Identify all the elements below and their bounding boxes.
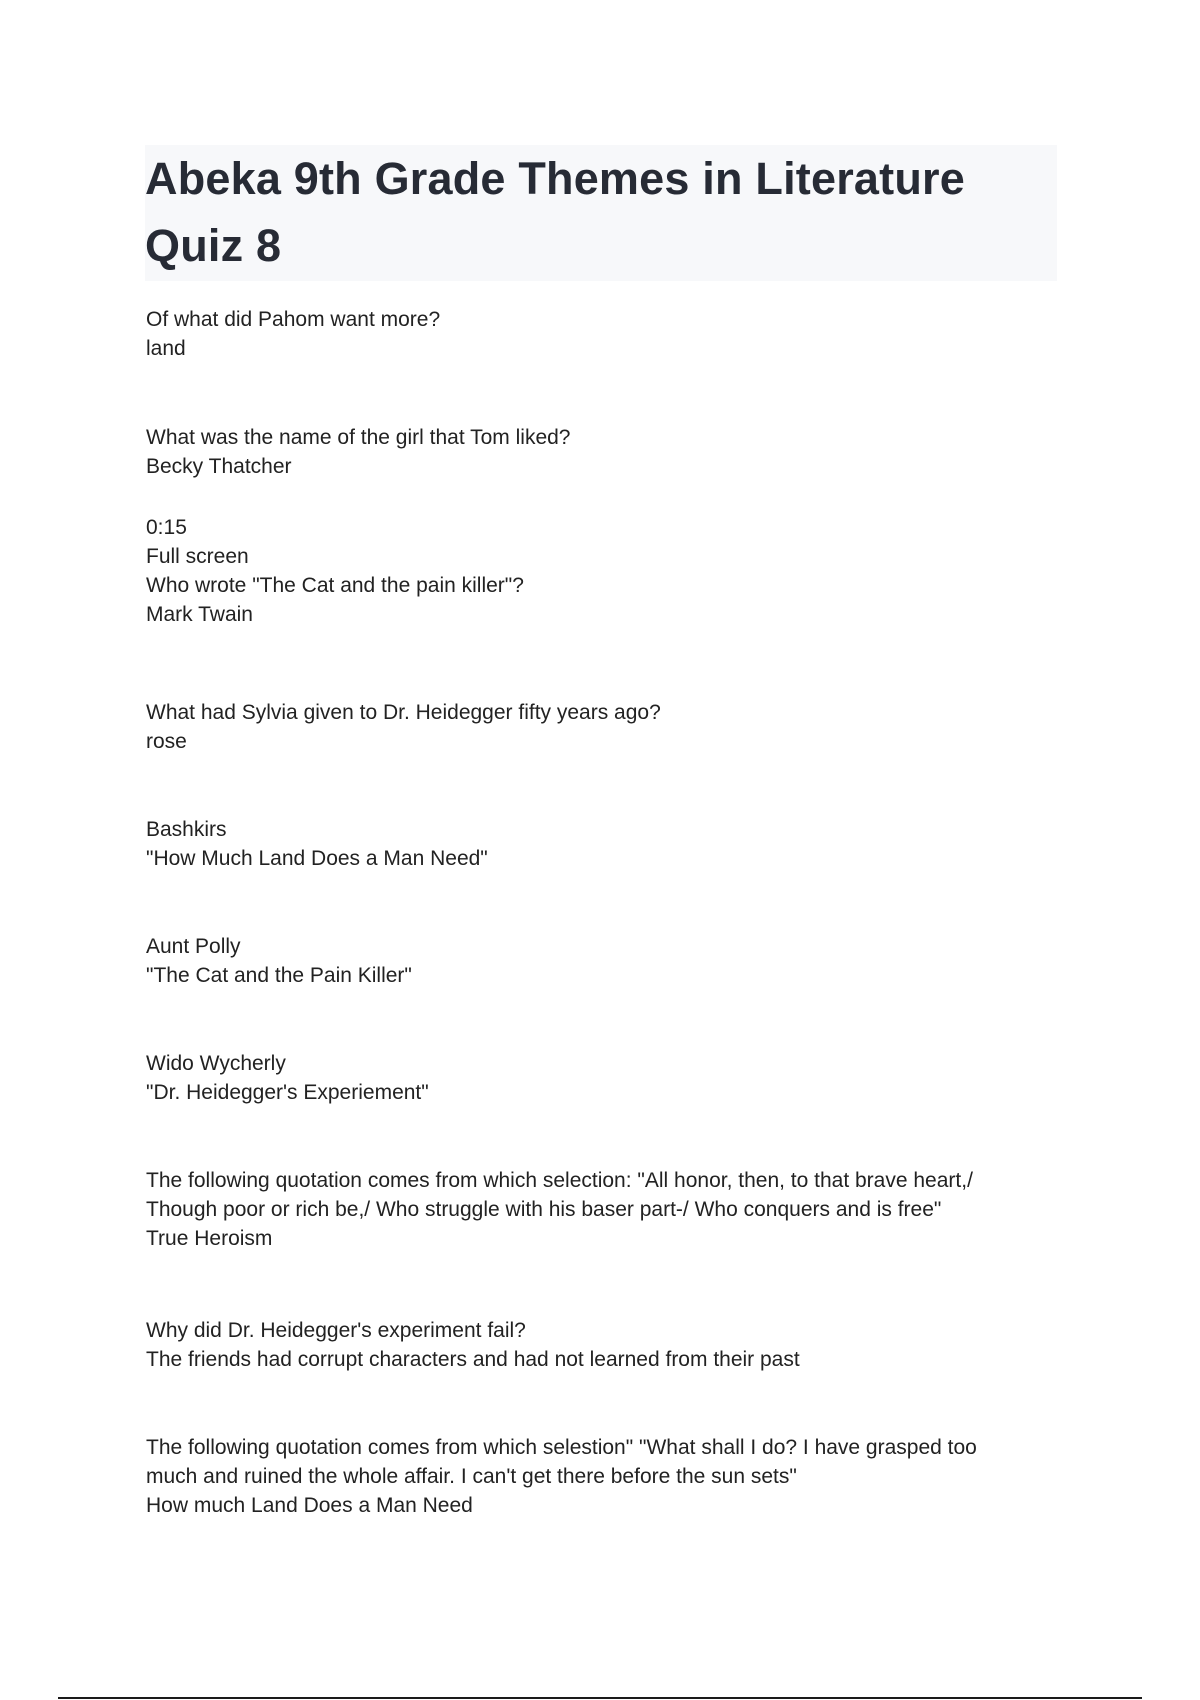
qa-text-line: Why did Dr. Heidegger's experiment fail? — [146, 1319, 526, 1342]
qa-item — [146, 1166, 973, 1253]
qa-item — [146, 1316, 800, 1374]
qa-answer: How much Land Does a Man Need — [146, 1494, 473, 1517]
qa-item — [146, 513, 524, 629]
qa-text-line: 0:15 — [146, 516, 187, 539]
qa-text-line: Wido Wycherly — [146, 1052, 286, 1075]
qa-text-line: The following quotation comes from which selestion" "What shall I do? I have grasped too — [146, 1436, 977, 1459]
qa-answer: "Dr. Heidegger's Experiement" — [146, 1081, 429, 1104]
qa-answer: "How Much Land Does a Man Need" — [146, 847, 488, 870]
page-bottom-divider — [58, 1697, 1142, 1699]
qa-text-line: The following quotation comes from which selection: "All honor, then, to that brave heart,/ — [146, 1169, 973, 1192]
qa-answer: Becky Thatcher — [146, 455, 292, 478]
qa-text-line: Though poor or rich be,/ Who struggle with his baser part-/ Who conquers and is free" — [146, 1198, 942, 1221]
qa-text-line: much and ruined the whole affair. I can't get there before the sun sets" — [146, 1465, 797, 1488]
qa-text-line: Who wrote "The Cat and the pain killer"? — [146, 574, 524, 597]
document-title — [145, 145, 1057, 279]
title-line-2: Quiz 8 — [145, 220, 282, 271]
qa-answer: Mark Twain — [146, 603, 253, 626]
qa-text-line: What was the name of the girl that Tom liked? — [146, 426, 571, 449]
title-block — [145, 145, 1057, 281]
qa-answer: rose — [146, 730, 187, 753]
qa-text-line: What had Sylvia given to Dr. Heidegger fifty years ago? — [146, 701, 661, 724]
qa-item — [146, 305, 440, 363]
qa-item — [146, 698, 661, 756]
qa-text-line: Bashkirs — [146, 818, 227, 841]
qa-item — [146, 423, 571, 481]
qa-answer: True Heroism — [146, 1227, 273, 1250]
qa-item — [146, 932, 412, 990]
title-line-1: Abeka 9th Grade Themes in Literature — [145, 153, 965, 204]
qa-item — [146, 1049, 429, 1107]
qa-answer: land — [146, 337, 186, 360]
qa-item — [146, 815, 488, 873]
qa-text-line: Of what did Pahom want more? — [146, 308, 441, 331]
qa-answer: The friends had corrupt characters and had not learned from their past — [146, 1348, 800, 1371]
qa-text-line: Aunt Polly — [146, 935, 241, 958]
qa-item — [146, 1433, 977, 1520]
qa-answer: "The Cat and the Pain Killer" — [146, 964, 412, 987]
qa-text-line: Full screen — [146, 545, 249, 568]
